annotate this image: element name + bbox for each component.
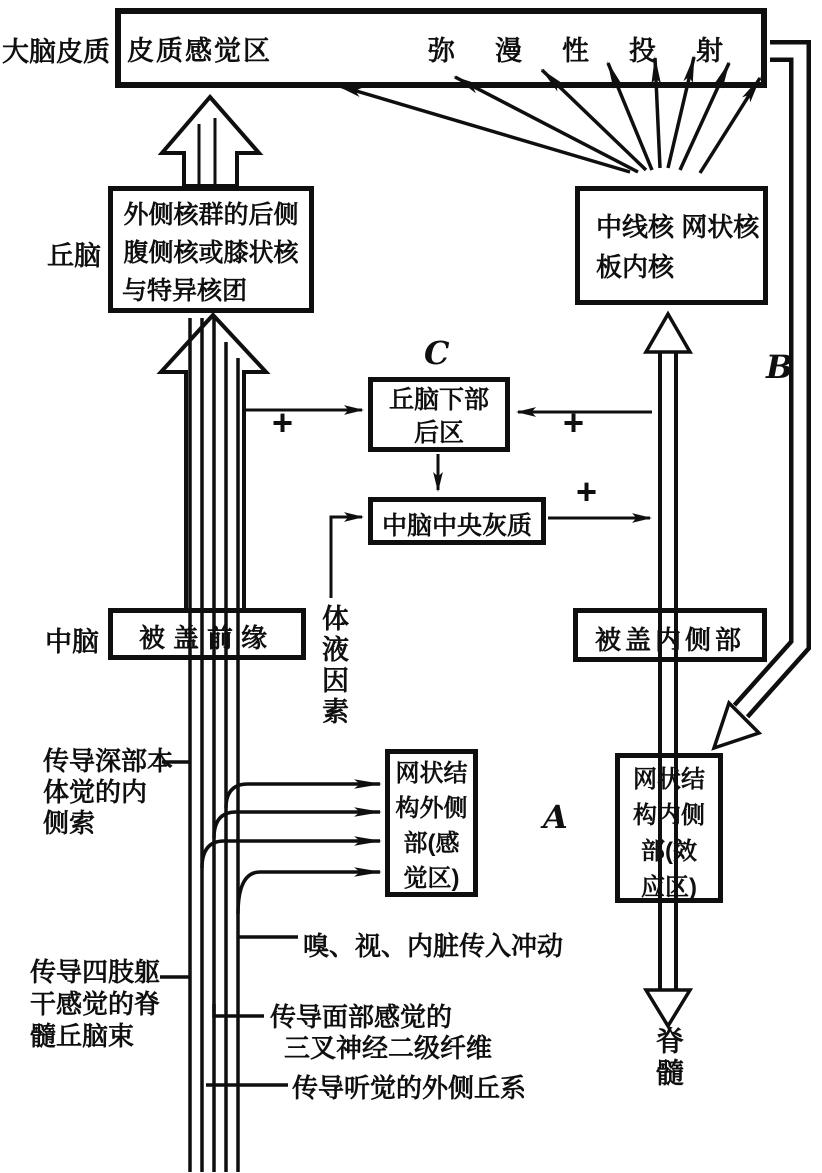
medial-reticular-channel [646, 314, 690, 1026]
label-letter-a: A [543, 798, 568, 836]
label-cortical-sensory-area: 皮质感觉区 [127, 36, 272, 66]
reticular-medial-text: 网状结 构内侧 部(效 应区) [633, 766, 705, 901]
thalamus-medial-text: 中线核 网状核 板内核 [596, 212, 760, 282]
thalamus-lateral-text: 外侧核群的后侧 腹侧核或膝状核 与特异核团 [122, 201, 299, 305]
plus-central-gray: + [576, 471, 598, 512]
label-humoral-factor: 体液因素 [318, 604, 348, 728]
label-midbrain: 中脑 [45, 627, 99, 657]
annotation-lateral-lemniscus: 传导听觉的外侧丘系 [292, 1073, 527, 1103]
plus-left: + [272, 402, 294, 443]
label-letter-b: B [766, 348, 794, 386]
channel-up-arrowhead [646, 314, 690, 352]
label-cortex: 大脑皮质 [2, 37, 110, 67]
plus-right: + [563, 402, 585, 443]
central-gray-text: 中脑中央灰质 [381, 512, 532, 540]
collateral-arrows [202, 784, 380, 914]
label-diffuse-projection: 弥漫性投射 [428, 36, 763, 66]
tegmentum-medial-text: 被盖内侧部 [594, 625, 745, 655]
reticular-lateral-text: 网状结 构外侧 部(感 觉区) [395, 760, 468, 892]
label-spinal-cord: 脊髓 [653, 1026, 684, 1090]
annotation-medial-lemniscus: 传导深部本 体觉的内 侧索 [43, 746, 174, 838]
label-letter-c: C [424, 334, 450, 372]
thalamocortical-block-arrow [162, 97, 259, 186]
ascending-bundle-lines [190, 318, 238, 1172]
annotation-visceral-input: 嗅、视、内脏传入冲动 [303, 931, 564, 961]
tegmentum-anterior-text: 被盖前缘 [138, 623, 275, 653]
hypothalamus-posterior-text: 丘脑下部 后区 [388, 386, 489, 447]
label-thalamus: 丘脑 [47, 241, 101, 271]
annotation-spinothalamic: 传导四肢躯 干感觉的脊 髓丘脑束 [30, 957, 161, 1051]
annotation-trigeminal: 传导面部感觉的 三叉神经二级纤维 [270, 1002, 493, 1063]
channel-down-arrowhead [646, 990, 690, 1026]
